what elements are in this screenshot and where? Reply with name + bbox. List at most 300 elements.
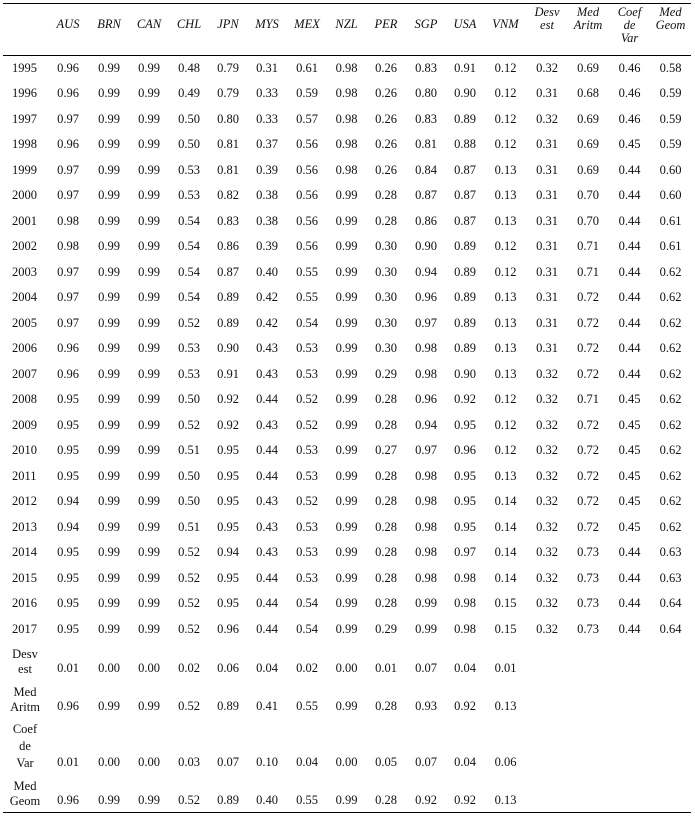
table-cell: 0.43: [256, 341, 278, 356]
table-cell: 0.98: [415, 494, 437, 509]
table-cell: 0.12: [494, 264, 517, 279]
table-cell: 0.31: [536, 86, 558, 101]
table-cell: 0.32: [536, 468, 558, 483]
summary-row-label-line: de: [19, 738, 31, 753]
column-header: [406, 4, 446, 56]
table-cell: 0.62: [659, 315, 682, 330]
table-cell: 0.45: [618, 519, 641, 534]
table-cell: 0.55: [296, 264, 318, 279]
table-cell: 0.28: [375, 468, 397, 483]
column-header: [609, 4, 650, 56]
column-header-line: Desv: [534, 5, 560, 19]
table-row: [3, 515, 691, 541]
column-header: [129, 4, 169, 56]
table-cell: 0.13: [494, 213, 517, 228]
table-cell: 0.99: [138, 290, 160, 305]
table-cell: 0.95: [57, 417, 79, 432]
table-cell: 0.99: [98, 341, 120, 356]
table-cell: 0.15: [494, 596, 517, 611]
summary-cell: 0.02: [296, 661, 318, 675]
table-cell: 0.99: [335, 290, 358, 305]
table-cell: 0.99: [138, 315, 160, 330]
table-cell: 0.99: [98, 443, 120, 458]
table-cell: 0.12: [494, 137, 517, 152]
table-cell: 0.92: [217, 392, 239, 407]
table-cell: 0.53: [178, 162, 200, 177]
table-cell: 0.98: [335, 111, 358, 126]
row-label: 2005: [12, 315, 37, 330]
table-cell: 0.99: [138, 392, 160, 407]
table-cell: 0.99: [335, 188, 358, 203]
summary-cell: 0.06: [494, 755, 517, 769]
table-cell: 0.32: [536, 111, 558, 126]
column-header-line: BRN: [97, 17, 121, 31]
summary-cell: 0.04: [454, 661, 476, 675]
table-cell: 0.99: [98, 366, 120, 381]
table-cell: 0.81: [415, 137, 437, 152]
table-cell: 0.62: [659, 392, 682, 407]
table-cell: 0.94: [57, 519, 79, 534]
table-cell: 0.89: [454, 341, 476, 356]
table-cell: 0.51: [178, 443, 200, 458]
table-cell: 0.32: [536, 621, 558, 636]
table-cell: 0.26: [375, 137, 397, 152]
table-cell: 0.87: [415, 188, 437, 203]
table-cell: 0.44: [618, 596, 641, 611]
table-cell: 0.28: [375, 494, 397, 509]
summary-row: [3, 642, 691, 680]
table-cell: 0.60: [659, 188, 682, 203]
table-cell: 0.98: [415, 341, 437, 356]
table-cell: 0.96: [415, 290, 437, 305]
column-header-line: Aritm: [573, 18, 603, 32]
table-cell: 0.99: [138, 264, 160, 279]
table-cell: 0.70: [577, 213, 599, 228]
table-cell: 0.99: [98, 596, 120, 611]
table-cell: 0.99: [138, 111, 160, 126]
table-cell: 0.98: [415, 570, 437, 585]
table-cell: 0.38: [256, 213, 278, 228]
table-cell: 0.86: [217, 239, 239, 254]
table-cell: 0.99: [335, 570, 358, 585]
table-cell: 0.99: [335, 239, 358, 254]
table-cell: 0.73: [577, 570, 599, 585]
table-cell: 0.52: [296, 494, 318, 509]
summary-cell: 0.55: [296, 792, 318, 807]
table-cell: 0.81: [217, 162, 239, 177]
table-cell: 0.44: [618, 239, 641, 254]
table-cell: 0.13: [494, 341, 517, 356]
empty-cell: [567, 718, 609, 774]
summary-cell: 0.07: [415, 661, 437, 675]
summary-cell: 0.28: [375, 792, 397, 807]
table-row: [3, 311, 691, 337]
empty-cell: [609, 680, 650, 718]
table-cell: 0.32: [536, 596, 558, 611]
table-cell: 0.44: [618, 264, 641, 279]
table-cell: 0.43: [256, 545, 278, 560]
table-cell: 0.61: [296, 61, 318, 75]
column-header-line: CAN: [136, 17, 162, 31]
table-cell: 0.56: [296, 239, 318, 254]
column-header-line: Med: [659, 5, 682, 19]
table-cell: 0.95: [454, 519, 476, 534]
table-cell: 0.48: [178, 61, 200, 75]
table-cell: 0.44: [256, 570, 278, 585]
column-header-line: Var: [620, 31, 639, 45]
row-label: 2012: [12, 494, 37, 509]
table-cell: 0.56: [296, 213, 318, 228]
table-cell: 0.99: [335, 366, 358, 381]
table-cell: 0.89: [454, 315, 476, 330]
table-cell: 0.87: [454, 213, 476, 228]
table-cell: 0.99: [98, 86, 120, 101]
column-header-line: Geom: [655, 18, 686, 32]
table-cell: 0.28: [375, 570, 397, 585]
table-cell: 0.89: [454, 111, 476, 126]
table-cell: 0.56: [296, 137, 318, 152]
summary-row-label-line: est: [18, 662, 32, 676]
table-cell: 0.44: [618, 341, 641, 356]
summary-cell: 0.10: [256, 755, 278, 769]
table-cell: 0.13: [494, 315, 517, 330]
table-cell: 0.94: [57, 494, 79, 509]
table-cell: 0.30: [375, 315, 397, 330]
table-cell: 0.95: [217, 494, 239, 509]
table-cell: 0.98: [335, 61, 358, 75]
table-cell: 0.99: [335, 341, 358, 356]
table-cell: 0.82: [217, 188, 239, 203]
table-cell: 0.99: [335, 621, 358, 636]
table-cell: 0.80: [415, 86, 437, 101]
table-cell: 0.72: [577, 315, 599, 330]
table-cell: 0.52: [178, 315, 200, 330]
empty-cell: [609, 642, 650, 680]
table-cell: 0.98: [335, 86, 358, 101]
table-cell: 0.31: [536, 162, 558, 177]
table-cell: 0.52: [178, 596, 200, 611]
empty-cell: [567, 680, 609, 718]
table-row: [3, 566, 691, 592]
table-cell: 0.81: [217, 137, 239, 152]
table-cell: 0.57: [296, 111, 318, 126]
table-cell: 0.14: [494, 519, 517, 534]
table-cell: 0.99: [98, 264, 120, 279]
table-cell: 0.99: [98, 239, 120, 254]
table-cell: 0.45: [618, 443, 641, 458]
table-cell: 0.96: [57, 86, 79, 101]
summary-row-label: [3, 642, 47, 680]
table-cell: 0.30: [375, 239, 397, 254]
table-cell: 0.28: [375, 596, 397, 611]
table-cell: 0.56: [296, 188, 318, 203]
summary-row-label-line: Desv: [12, 647, 38, 661]
table-cell: 0.46: [618, 86, 641, 101]
table-cell: 0.12: [494, 239, 517, 254]
table-row: [3, 413, 691, 439]
table-cell: 0.33: [256, 111, 278, 126]
table-row: [3, 234, 691, 260]
table-cell: 0.12: [494, 392, 517, 407]
table-cell: 0.69: [577, 137, 599, 152]
table-cell: 0.62: [659, 366, 682, 381]
column-header: [527, 4, 567, 56]
table-cell: 0.72: [577, 443, 599, 458]
table-cell: 0.99: [98, 392, 120, 407]
table-cell: 0.72: [577, 290, 599, 305]
table-cell: 0.62: [659, 443, 682, 458]
table-cell: 0.62: [659, 417, 682, 432]
table-cell: 0.52: [178, 570, 200, 585]
table-cell: 0.95: [57, 443, 79, 458]
table-cell: 0.99: [138, 86, 160, 101]
summary-cell: 0.07: [415, 755, 437, 769]
table-cell: 0.69: [577, 61, 599, 75]
table-cell: 0.40: [256, 264, 278, 279]
table-cell: 0.54: [178, 213, 200, 228]
column-header: [247, 4, 287, 56]
table-cell: 0.53: [296, 341, 318, 356]
table-cell: 0.87: [217, 264, 239, 279]
table-cell: 0.69: [577, 111, 599, 126]
table-row: [3, 260, 691, 286]
table-cell: 0.99: [138, 519, 160, 534]
table-cell: 0.99: [138, 443, 160, 458]
table-cell: 0.59: [296, 86, 318, 101]
column-header: [366, 4, 406, 56]
table-row: [3, 107, 691, 133]
table-cell: 0.99: [335, 494, 358, 509]
row-label: 2007: [12, 366, 37, 381]
table-row: [3, 183, 691, 209]
table-cell: 0.95: [454, 494, 476, 509]
table-cell: 0.96: [415, 392, 437, 407]
summary-cell: 0.00: [335, 661, 358, 675]
table-cell: 0.96: [57, 366, 79, 381]
table-cell: 0.33: [256, 86, 278, 101]
table-cell: 0.95: [57, 468, 79, 483]
table-cell: 0.95: [217, 519, 239, 534]
table-cell: 0.69: [577, 162, 599, 177]
table-cell: 0.28: [375, 213, 397, 228]
column-header: [89, 4, 129, 56]
summary-cell: 0.99: [335, 792, 358, 807]
table-cell: 0.98: [454, 596, 476, 611]
table-cell: 0.95: [57, 621, 79, 636]
summary-cell: 0.89: [217, 699, 239, 713]
table-cell: 0.32: [536, 392, 558, 407]
table-cell: 0.98: [454, 570, 476, 585]
table-cell: 0.54: [178, 264, 200, 279]
table-cell: 0.99: [415, 596, 437, 611]
corner-cell: [3, 4, 47, 56]
table-cell: 0.53: [178, 188, 200, 203]
table-cell: 0.89: [454, 290, 476, 305]
table-cell: 0.96: [57, 61, 79, 75]
table-cell: 0.99: [98, 468, 120, 483]
table-cell: 0.72: [577, 341, 599, 356]
table-cell: 0.31: [536, 137, 558, 152]
summary-cell: 0.92: [415, 792, 437, 807]
table-cell: 0.99: [138, 621, 160, 636]
table-cell: 0.39: [256, 162, 278, 177]
row-label: 2011: [12, 468, 37, 483]
row-label: 2017: [12, 621, 37, 636]
summary-row-label-line: Aritm: [10, 700, 40, 714]
summary-cell: 0.99: [138, 792, 160, 807]
table-cell: 0.32: [536, 545, 558, 560]
table-cell: 0.99: [98, 137, 120, 152]
table-cell: 0.98: [57, 239, 79, 254]
summary-cell: 0.04: [256, 661, 278, 675]
table-row: [3, 158, 691, 184]
table-cell: 0.98: [454, 621, 476, 636]
summary-cell: 0.55: [296, 699, 318, 713]
table-cell: 0.90: [454, 366, 476, 381]
summary-row: [3, 680, 691, 718]
table-cell: 0.99: [98, 519, 120, 534]
summary-row-label-line: Med: [13, 685, 37, 699]
table-cell: 0.31: [536, 290, 558, 305]
table-cell: 0.13: [494, 188, 517, 203]
table-cell: 0.73: [577, 596, 599, 611]
summary-cell: 0.92: [454, 699, 476, 713]
table-cell: 0.12: [494, 417, 517, 432]
row-label: 1996: [12, 86, 37, 101]
row-label: 2006: [12, 341, 37, 356]
empty-cell: [650, 718, 691, 774]
summary-cell: 0.01: [57, 755, 79, 769]
table-cell: 0.52: [178, 417, 200, 432]
summary-cell: 0.04: [454, 755, 476, 769]
table-cell: 0.99: [335, 213, 358, 228]
table-cell: 0.42: [256, 290, 278, 305]
table-cell: 0.73: [577, 621, 599, 636]
row-label: 2004: [12, 290, 37, 305]
table-cell: 0.55: [296, 290, 318, 305]
empty-cell: [527, 680, 567, 718]
table-cell: 0.71: [577, 239, 599, 254]
table-header: [3, 4, 691, 56]
row-label: 1998: [12, 137, 37, 152]
table-cell: 0.42: [256, 315, 278, 330]
summary-cell: 0.01: [57, 661, 79, 675]
table-cell: 0.63: [659, 570, 682, 585]
table-cell: 0.98: [415, 519, 437, 534]
table-cell: 0.43: [256, 366, 278, 381]
table-cell: 0.64: [659, 621, 682, 636]
column-header: [47, 4, 89, 56]
table-cell: 0.99: [335, 392, 358, 407]
table-cell: 0.98: [415, 545, 437, 560]
data-table: [3, 3, 691, 813]
table-cell: 0.62: [659, 341, 682, 356]
table-cell: 0.98: [335, 162, 358, 177]
table-cell: 0.44: [618, 366, 641, 381]
table-cell: 0.98: [415, 366, 437, 381]
table-cell: 0.95: [454, 417, 476, 432]
row-label: 1995: [12, 61, 37, 75]
summary-cell: 0.01: [494, 661, 517, 675]
table-row: [3, 209, 691, 235]
table-cell: 0.99: [335, 545, 358, 560]
summary-cell: 0.06: [217, 661, 239, 675]
table-cell: 0.13: [494, 468, 517, 483]
table-cell: 0.99: [138, 596, 160, 611]
table-cell: 0.64: [659, 596, 682, 611]
table-cell: 0.71: [577, 264, 599, 279]
table-cell: 0.99: [138, 137, 160, 152]
summary-cell: 0.13: [494, 699, 517, 713]
table-cell: 0.44: [256, 443, 278, 458]
table-cell: 0.44: [256, 392, 278, 407]
table-cell: 0.62: [659, 290, 682, 305]
summary-cell: 0.99: [98, 699, 120, 713]
table-cell: 0.99: [138, 417, 160, 432]
summary-cell: 0.05: [375, 755, 397, 769]
table-cell: 0.92: [217, 417, 239, 432]
table-cell: 0.99: [138, 341, 160, 356]
table-row: [3, 387, 691, 413]
empty-cell: [527, 718, 567, 774]
table-cell: 0.13: [494, 162, 517, 177]
column-header-line: USA: [453, 17, 477, 31]
table-cell: 0.99: [98, 417, 120, 432]
table-cell: 0.99: [98, 290, 120, 305]
empty-cell: [609, 774, 650, 812]
table-row: [3, 285, 691, 311]
column-header-line: AUS: [56, 17, 80, 31]
table-cell: 0.99: [138, 366, 160, 381]
table-cell: 0.43: [256, 494, 278, 509]
table-cell: 0.92: [454, 392, 476, 407]
table-cell: 0.97: [415, 315, 437, 330]
table-cell: 0.31: [256, 61, 278, 75]
summary-row-label-line: Geom: [9, 793, 41, 808]
table-cell: 0.43: [256, 519, 278, 534]
summary-cell: 0.28: [375, 699, 397, 713]
table-cell: 0.90: [415, 239, 437, 254]
table-cell: 0.44: [618, 290, 641, 305]
table-cell: 0.99: [138, 213, 160, 228]
table-cell: 0.30: [375, 264, 397, 279]
table-cell: 0.70: [577, 188, 599, 203]
table-cell: 0.99: [138, 494, 160, 509]
summary-cell: 0.01: [375, 661, 397, 675]
table-cell: 0.59: [659, 111, 682, 126]
table-cell: 0.99: [98, 545, 120, 560]
summary-cell: 0.40: [256, 792, 278, 807]
summary-cell: 0.04: [296, 755, 318, 769]
table-cell: 0.62: [659, 264, 682, 279]
table-cell: 0.97: [57, 111, 79, 126]
row-label: 1997: [12, 111, 37, 126]
table-cell: 0.62: [659, 519, 682, 534]
summary-row-label: [3, 718, 47, 774]
empty-cell: [567, 642, 609, 680]
table-cell: 0.31: [536, 341, 558, 356]
table-cell: 0.45: [618, 417, 641, 432]
empty-cell: [527, 774, 567, 812]
summary-cell: 0.07: [217, 755, 239, 769]
table-cell: 0.72: [577, 366, 599, 381]
table-cell: 0.99: [138, 468, 160, 483]
table-cell: 0.99: [98, 570, 120, 585]
row-label: 2014: [12, 545, 37, 560]
empty-cell: [650, 680, 691, 718]
table-cell: 0.87: [454, 188, 476, 203]
table-cell: 0.99: [98, 213, 120, 228]
